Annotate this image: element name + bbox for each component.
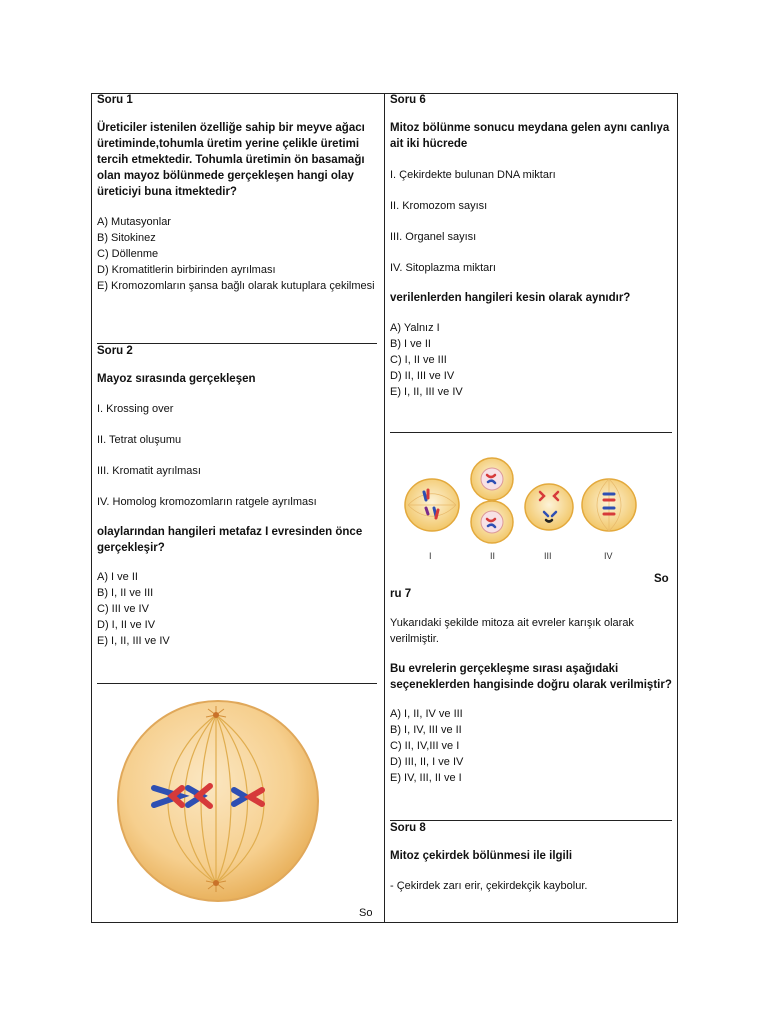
separator [97, 683, 377, 684]
page-footer-fragment: So [359, 907, 373, 919]
phase-iv-cell [582, 479, 636, 531]
phase-ii-cell [471, 458, 513, 543]
question-6-item-1: I. Çekirdekte bulunan DNA miktarı [390, 169, 556, 181]
question-1-stem: Üreticiler istenilen özelliğe sahip bir meyve ağacı üretiminde,tohumla üretim yerine çelikle üretimi tercih etmektedir. Tohumla üretimin ön basamağı olan mayoz bölünmede gerçekleşen hangi olay üreticiyi buna itmektedir? [97, 122, 365, 198]
question-6-item-2: II. Kromozom sayısı [390, 200, 488, 212]
question-6-options [390, 320, 672, 400]
question-1-title: Soru 1 [97, 94, 133, 106]
question-6-stem: Mitoz bölünme sonucu meydana gelen aynı canlıya ait iki hücrede [390, 122, 670, 150]
question-6-title: Soru 6 [390, 94, 426, 106]
option-e[interactable]: E) IV, III, II ve I [390, 772, 462, 784]
figure-label-ii: II [490, 551, 496, 561]
option-a[interactable]: A) I, II, IV ve III [390, 708, 463, 720]
option-c[interactable]: C) I, II ve III [390, 354, 447, 366]
mitosis-phases-figure [398, 450, 648, 570]
question-2-title: Soru 2 [97, 345, 133, 357]
separator [97, 343, 377, 344]
option-b[interactable]: B) I, IV, III ve II [390, 724, 462, 736]
option-e[interactable]: E) I, II, III ve IV [390, 386, 463, 398]
question-6 [390, 94, 672, 400]
option-b[interactable]: B) I, II ve III [97, 587, 154, 599]
question-2-item-3: III. Kromatit ayrılması [97, 465, 201, 477]
question-7-title-fragment: So [654, 573, 669, 585]
figure-label-iii: III [544, 551, 552, 561]
question-7-text: Yukarıdaki şekilde mitoza ait evreler karışık olarak verilmiştir. [390, 617, 634, 645]
question-2-stem: Mayoz sırasında gerçekleşen [97, 373, 256, 385]
question-8-stem: Mitoz çekirdek bölünmesi ile ilgili [390, 850, 573, 862]
option-c[interactable]: C) III ve IV [97, 603, 149, 615]
option-a[interactable]: A) I ve II [97, 571, 138, 583]
question-1-options [97, 214, 377, 294]
question-2 [97, 345, 377, 649]
question-2-item-4: IV. Homolog kromozomların ratgele ayrılması [97, 496, 317, 508]
question-8-title: Soru 8 [390, 822, 426, 834]
option-c[interactable]: C) II, IV,III ve I [390, 740, 460, 752]
option-d[interactable]: D) Kromatitlerin birbirinden ayrılması [97, 264, 276, 276]
separator [390, 432, 672, 433]
option-b[interactable]: B) I ve II [390, 338, 431, 350]
phase-iii-cell [525, 484, 573, 530]
option-a[interactable]: A) Yalnız I [390, 322, 440, 334]
question-6-item-3: III. Organel sayısı [390, 231, 477, 243]
option-a[interactable]: A) Mutasyonlar [97, 216, 171, 228]
question-2-item-2: II. Tetrat oluşumu [97, 434, 182, 446]
option-d[interactable]: D) III, II, I ve IV [390, 756, 464, 768]
question-2-item-1: I. Krossing over [97, 403, 174, 415]
question-7-title: ru 7 [390, 588, 412, 600]
question-2-question: olaylarından hangileri metafaz I evresinden önce gerçekleşir? [97, 526, 363, 554]
question-6-question: verilenlerden hangileri kesin olarak aynıdır? [390, 292, 631, 304]
figure-label-i: I [429, 551, 432, 561]
question-7-options [390, 706, 672, 786]
column-divider [384, 93, 385, 923]
option-d[interactable]: D) II, III ve IV [390, 370, 455, 382]
phase-i-cell [405, 479, 459, 531]
figure-label-iv: IV [604, 551, 613, 561]
question-7-question: Bu evrelerin gerçekleşme sırası aşağıdaki seçeneklerden hangisinde doğru olarak verilmiştir? [390, 663, 672, 691]
metaphase-cell-illustration [112, 693, 328, 913]
option-c[interactable]: C) Döllenme [97, 248, 159, 260]
separator [390, 820, 672, 821]
question-7 [390, 588, 672, 786]
question-2-options [97, 569, 377, 649]
question-1 [97, 94, 377, 294]
option-e[interactable]: E) Kromozomların şansa bağlı olarak kutuplara çekilmesi [97, 280, 375, 292]
question-8 [390, 822, 672, 894]
question-6-item-4: IV. Sitoplazma miktarı [390, 262, 496, 274]
option-b[interactable]: B) Sitokinez [97, 232, 156, 244]
question-8-item-1: - Çekirdek zarı erir, çekirdekçik kaybolur. [390, 880, 588, 892]
option-e[interactable]: E) I, II, III ve IV [97, 635, 170, 647]
option-d[interactable]: D) I, II ve IV [97, 619, 156, 631]
